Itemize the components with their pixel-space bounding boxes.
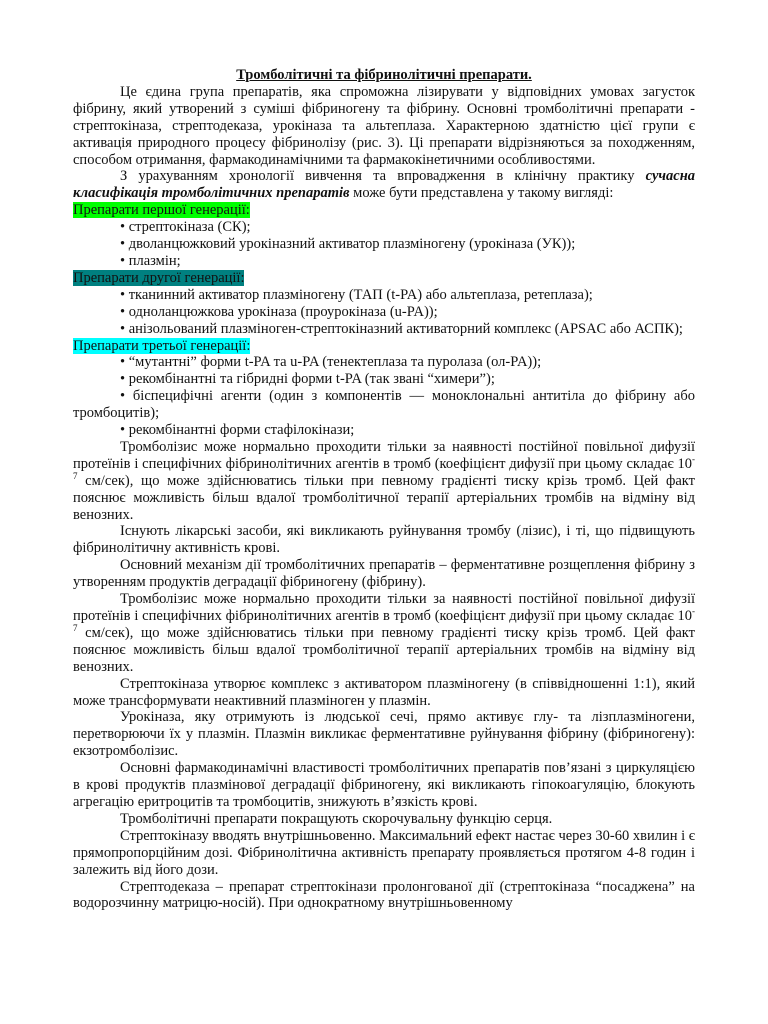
- urokinase-paragraph: Урокіназа, яку отримують із людської сечі, прямо активує глу- та лізплазміногени, перетворюючи їх у плазмін. Плазмін викликає ферментативне руйнування фібрину (фібриногену): екзотромболізис.: [73, 709, 695, 760]
- gen3-heading-line: [73, 338, 695, 355]
- gen3-item: • “мутантні” форми t-PA та u-PA (тенектеплаза та пуролаза (ол-PA));: [120, 354, 542, 371]
- thrombolysis-paragraph-2: [73, 591, 695, 676]
- gen3-item: • рекомбінантні форми стафілокінази;: [120, 422, 355, 439]
- gen2-item: • анізольований плазміноген-стрептокіназний активаторний комплекс (APSAC або АСПК);: [120, 320, 683, 337]
- thrombolysis-1-text-before: Тромболізис може нормально проходити тільки за наявності постійної повільної дифузії протеїнів і специфічних фібринолітичних агентів в тромб (коефіцієнт дифузії при цьому складає 10: [73, 438, 695, 472]
- classification-emphasis: сучасна класифікація тромболітичних препаратів: [73, 168, 695, 202]
- intro-paragraph: Це єдина група препаратів, яка спроможна лізирувати у відповідних умовах загусток фібрину, який утворений з суміші фібриногену та фібрину. Основні тромболітичні препарати - стрептокіназа, стрептодеказа, урокіназа та альтеплаза. Характерною здатністю цієї групи є активація природного процесу фібринолізу (рис. 3). Ці препарати відрізняються за походженням, способом отримання, фармакодинамічними та фармакокінетичними особливостями.: [73, 83, 695, 168]
- pharmacodynamics-paragraph: Основні фармакодинамічні властивості тромболітичних препаратів пов’язані з циркуляцією в крові продуктів плазмінової деградації фібриногену, які викликають гіпокоагуляцію, блокують агрегацію еритроцитів та тромбоцитів, знижують в’язкість крові.: [73, 760, 695, 810]
- gen3-item: • біспецифічні агенти (один з компонентів — моноклональні антитіла до фібрину або тромбоцитів);: [73, 388, 695, 422]
- gen1-item: • дволанцюжковий урокіназний активатор плазміногену (урокіназа (УК));: [120, 236, 576, 253]
- thrombolysis-2-text-after: см/сек), що може здійснюватись тільки при певному градієнті тиску крізь тромб. Цей факт пояснює можливість більш вдалої тромболітичної терапії артеріальних тромбів на відміну від венозних.: [73, 624, 695, 675]
- classification-paragraph: [73, 168, 695, 202]
- gen2-item: • одноланцюжкова урокіназа (проурокіназа (u-PA));: [120, 303, 438, 320]
- diffusion-exponent: -7: [73, 454, 695, 481]
- thrombolysis-2-text-before: Тромболізис може нормально проходити тільки за наявності постійної повільної дифузії протеїнів і специфічних фібринолітичних агентів в тромб (коефіцієнт дифузії при цьому складає 10: [73, 591, 695, 624]
- gen1-item: • стрептокіназа (СК);: [120, 219, 251, 236]
- gen1-heading: Препарати першої генерації:: [73, 202, 250, 219]
- page-title: Тромболітичні та фібринолітичні препарати.: [236, 67, 532, 83]
- gen3-heading: Препарати третьої генерації:: [73, 337, 251, 354]
- diffusion-exponent: -7: [73, 606, 695, 634]
- gen2-item: • тканинний активатор плазміногену (ТАП (t-PA) або альтеплаза, ретеплаза);: [120, 286, 593, 303]
- thrombolysis-paragraph-1: [73, 439, 695, 524]
- streptodecase-paragraph: Стрептодеказа – препарат стрептокінази пролонгованої дії (стрептокіназа “посаджена” на водорозчинну матрицю-носій). При однократному внутрішньовенному: [73, 878, 695, 912]
- gen2-heading: Препарати другої генерації:: [73, 269, 245, 286]
- mechanism-paragraph: Основний механізм дії тромболітичних препаратів – ферментативне розщеплення фібрину з утворенням продуктів деградації фібриногену (фібрину).: [73, 557, 695, 591]
- gen3-item: • рекомбінантні та гібридні форми t-PA (так звані “химери”);: [120, 371, 495, 388]
- classification-text-after: може бути представлена у такому вигляді:: [349, 185, 614, 202]
- classification-text-before: З урахуванням хронології вивчення та впровадження в клінічну практику: [120, 168, 646, 185]
- gen2-heading-line: [73, 270, 695, 287]
- streptokinase-paragraph: Стрептокіназа утворює комплекс з активатором плазміногену (в співвідношенні 1:1), який може трансформувати неактивний плазміноген у плазмін.: [73, 675, 695, 709]
- gen1-heading-line: [73, 202, 695, 219]
- heart-function-paragraph: Тромболітичні препарати покращують скорочувальну функцію серця.: [120, 810, 553, 827]
- thrombolysis-1-text-after: см/сек), що може здійснюватись тільки при певному градієнті тиску крізь тромб. Цей факт пояснює можливість більш вдалої тромболітичної терапії артеріальних тромбів на відміну від венозних.: [73, 472, 695, 523]
- gen1-item: • плазмін;: [120, 252, 181, 269]
- drugs-paragraph: Існують лікарські засоби, які викликають руйнування тромбу (лізис), і ті, що підвищують фібринолітичну активність крові.: [73, 523, 695, 557]
- iv-administration-paragraph: Стрептокіназу вводять внутрішньовенно. Максимальний ефект настає через 30-60 хвилин і є прямопропорційним дозі. Фібринолітична активність препарату проявляється протягом 4-8 годин і залежить від його дози.: [73, 827, 695, 878]
